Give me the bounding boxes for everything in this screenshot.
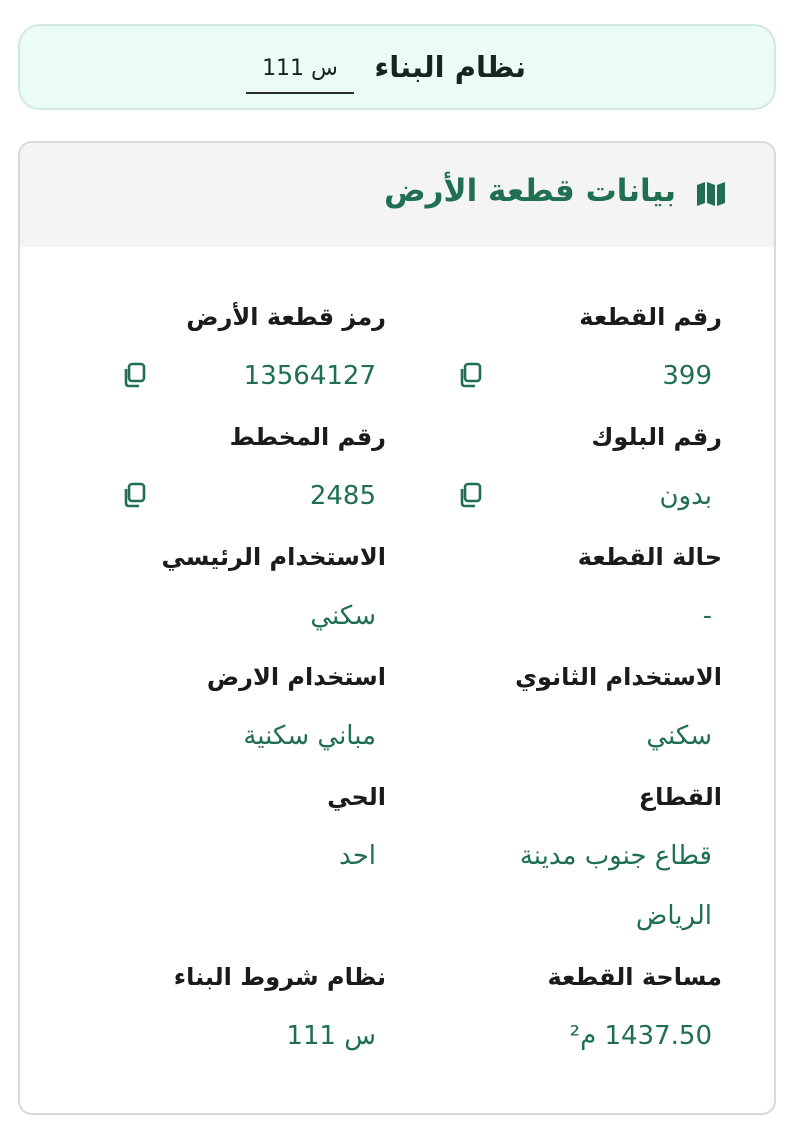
sector-value-line1: قطاع جنوب مدينة — [519, 841, 712, 871]
main-use-value: سكني — [310, 601, 376, 631]
building-conditions-label: نظام شروط البناء — [173, 963, 386, 991]
building-system-value[interactable]: س 111 — [246, 54, 354, 94]
sector-value-line2: الرياض — [635, 901, 712, 931]
building-system-title: نظام البناء — [374, 50, 526, 84]
plot-number-value: 399 — [662, 361, 712, 391]
district-label: الحي — [327, 783, 386, 811]
block-number-value: بدون — [659, 481, 712, 511]
secondary-use-value: سكني — [646, 721, 712, 751]
plot-status-value: - — [702, 601, 712, 631]
card-header — [20, 143, 774, 247]
plot-area-label: مساحة القطعة — [547, 963, 722, 991]
district-value: احد — [339, 841, 376, 871]
copy-icon[interactable] — [456, 361, 484, 389]
plan-number-value: 2485 — [309, 481, 376, 511]
land-plot-card — [18, 141, 776, 1115]
building-conditions-value: س 111 — [286, 1021, 376, 1051]
plan-number-label: رقم المخطط — [229, 423, 386, 451]
main-use-label: الاستخدام الرئيسي — [161, 543, 386, 571]
copy-icon[interactable] — [456, 481, 484, 509]
copy-icon[interactable] — [120, 361, 148, 389]
plot-status-label: حالة القطعة — [577, 543, 722, 571]
land-plot-code-value: 13564127 — [243, 361, 376, 391]
block-number-label: رقم البلوك — [591, 423, 722, 451]
map-icon — [696, 181, 726, 207]
plot-number-label: رقم القطعة — [579, 303, 722, 331]
land-use-value: مباني سكنية — [243, 721, 376, 751]
land-use-label: استخدام الارض — [206, 663, 386, 691]
sector-label: القطاع — [638, 783, 722, 811]
building-system-bar — [18, 24, 776, 110]
card-title: بيانات قطعة الأرض — [383, 173, 676, 209]
copy-icon[interactable] — [120, 481, 148, 509]
land-plot-code-label: رمز قطعة الأرض — [186, 303, 386, 331]
plot-area-value: 1437.50 م² — [569, 1021, 712, 1051]
secondary-use-label: الاستخدام الثانوي — [515, 663, 722, 691]
